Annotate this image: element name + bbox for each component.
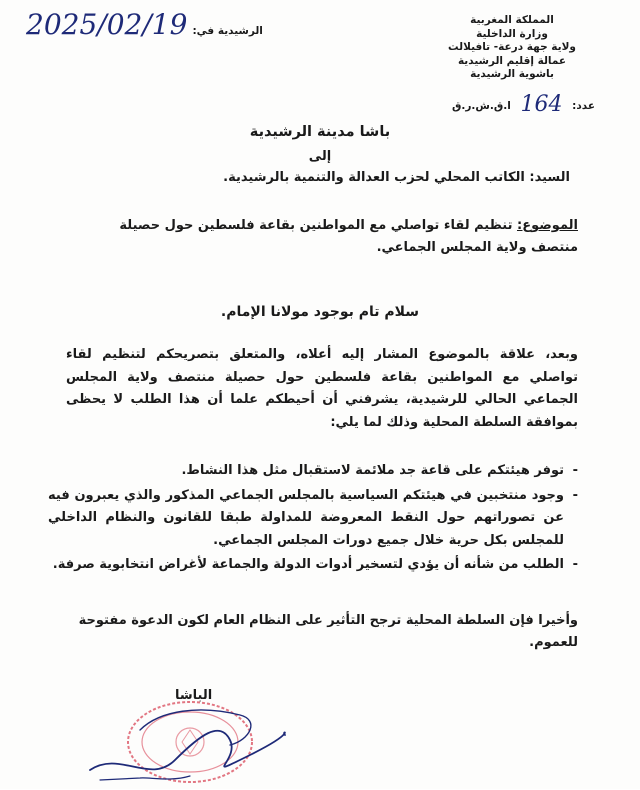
- subject-label: الموضوع:: [517, 218, 578, 233]
- handwritten-signature: [80, 700, 290, 790]
- reference-row: [452, 90, 595, 115]
- signature-title: الباشا: [175, 688, 213, 703]
- letterhead-kingdom: المملكة المغربية: [470, 14, 554, 26]
- body-paragraph: وبعد، علاقة بالموضوع المشار إليه أعلاه، والمتعلق بتصريحكم لتنظيم لقاء تواصلي مع المواطنين بقاعة فلسطين حول حصيلة منتصف ولاية المجلس الجماعي الحالي للرشيدية، يشرفني أن أحيطكم علما أن هذا الطلب لا يحظى بموافقة السلطة المحلية وذلك لما يلي:: [66, 347, 578, 430]
- list-item: [48, 460, 578, 483]
- bullet-dash: -: [572, 557, 578, 572]
- list-item-text: وجود منتخبين في هيئتكم السياسية بالمجلس الجماعي المذكور والذي يعبرون فيه عن تصوراتهم حول النقط المعروضة للمداولة طبقا للقانون والنظام الداخلي للمجلس بكل حرية خلال جميع دورات المجلس الجماعي.: [48, 487, 564, 548]
- letterhead-ministry: وزارة الداخلية: [476, 27, 548, 40]
- bullet-dash: -: [572, 487, 578, 503]
- bullet-dash: -: [572, 463, 578, 478]
- list-item-text: الطلب من شأنه أن يؤدي لتسخير أدوات الدولة والجماعة لأغراض انتخابوية صرفة.: [52, 557, 564, 572]
- reasons-list: [48, 460, 578, 579]
- subject-text: تنظيم لقاء تواصلي مع المواطنين بقاعة فلسطين حول حصيلة منتصف ولاية المجلس الجماعي.: [119, 218, 578, 255]
- handwritten-date: 2025/02/19: [26, 8, 188, 41]
- letterhead: [422, 14, 602, 82]
- date-row: [26, 8, 269, 41]
- subject-block: [78, 215, 578, 259]
- closing-paragraph: وأخيرا فإن السلطة المحلية ترجح التأثير على النظام العام لكون الدعوة مفتوحة للعموم.: [78, 613, 578, 650]
- date-label: الرشيدية في:: [192, 25, 263, 37]
- reference-suffix: ا.ق.ش.ر.ق: [451, 100, 511, 112]
- reference-label: عدد:: [572, 100, 595, 112]
- letterhead-region: ولاية جهة درعة- تافيلالت: [448, 41, 576, 53]
- list-item: [48, 554, 578, 577]
- reference-number: 164: [520, 92, 563, 117]
- letterhead-pashalik: باشوية الرشيدية: [470, 68, 554, 80]
- list-item-text: توفر هيئتكم على قاعة جد ملائمة لاستقبال مثل هذا النشاط.: [181, 463, 564, 478]
- sender-title: باشا مدينة الرشيدية: [249, 124, 391, 140]
- list-item: [48, 485, 578, 553]
- letterhead-province: عمالة إقليم الرشيدية: [457, 54, 567, 67]
- addressee-line: السيد: الكاتب المحلي لحزب العدالة والتنمية بالرشيدية.: [223, 170, 570, 185]
- to-word: إلى: [308, 149, 332, 164]
- greeting: سلام تام بوجود مولانا الإمام.: [220, 304, 420, 320]
